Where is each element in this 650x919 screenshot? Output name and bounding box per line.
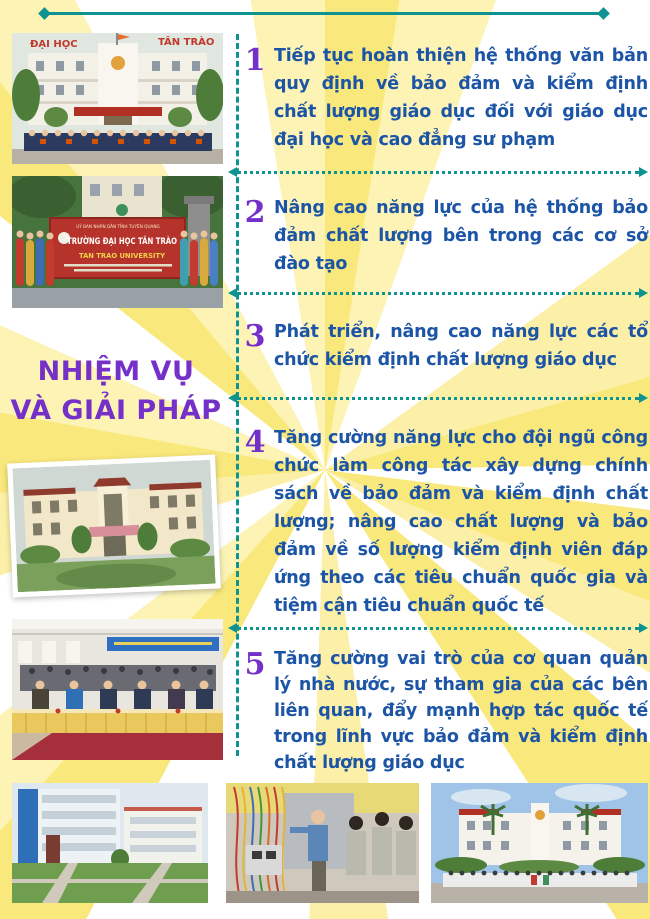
- photo2-sign-sub-text: TAN TRAO UNIVERSITY: [79, 252, 166, 260]
- divider-1: [228, 166, 648, 178]
- item-1-text: Tiếp tục hoàn thiện hệ thống văn bản quy định về bảo đảm và kiểm định chất lượng giáo dục đối với giáo dục đại học và cao đẳng sư phạm: [274, 46, 648, 150]
- diamond-left-icon: [38, 7, 51, 20]
- photo-campus-lawn: [12, 783, 208, 903]
- item-5-text: Tăng cường vai trò của cơ quan quản lý nhà nước, sự tham gia của các bên liên quan, đẩy mạnh hợp tác quốc tế trong lĩnh vực bảo đảm và kiểm định chất lượng giáo dục: [274, 649, 648, 773]
- divider-2: [228, 287, 648, 299]
- arrow-left-icon: [228, 167, 237, 177]
- task-item-5: [244, 646, 648, 776]
- photo-graduation-ceremony: [12, 33, 223, 164]
- photo2-sign-main-text: TRƯỜNG ĐẠI HỌC TÂN TRÀO: [67, 237, 211, 247]
- diamond-right-icon: [597, 7, 610, 20]
- task-item-2: [244, 194, 648, 278]
- task-item-4: [244, 424, 648, 620]
- item-4-number: 4: [244, 425, 266, 460]
- photo-aodai-university-sign: [12, 176, 223, 308]
- arrow-left-icon: [228, 288, 237, 298]
- photo-student-group: [431, 783, 648, 903]
- dotted-line: [237, 171, 639, 174]
- photo-campus-building: [7, 455, 221, 598]
- arrow-right-icon: [639, 393, 648, 403]
- item-3-text: Phát triển, nâng cao năng lực các tổ chức kiểm định chất lượng giáo dục: [274, 322, 648, 370]
- photo-electrical-lab: [226, 783, 419, 903]
- arrow-right-icon: [639, 623, 648, 633]
- arrow-left-icon: [228, 623, 237, 633]
- item-5-number: 5: [244, 647, 266, 682]
- item-4-text: Tăng cường năng lực cho đội ngũ công chức làm công tác xây dựng chính sách về bảo đảm và kiểm định chất lượng; nâng cao chất lượng và bảo đảm về số lượng kiểm định viên đáp ứng theo các tiêu chuẩn quốc gia và tiệm cận tiêu chuẩn quốc tế: [274, 428, 648, 616]
- top-divider-line: [40, 9, 608, 18]
- dotted-line: [237, 397, 639, 400]
- page-title-line2: VÀ GIẢI PHÁP: [10, 395, 222, 427]
- arrow-right-icon: [639, 167, 648, 177]
- divider-4: [228, 622, 648, 634]
- item-2-text: Nâng cao năng lực của hệ thống bảo đảm chất lượng bên trong các cơ sở đào tạo: [274, 198, 648, 274]
- item-1-number: 1: [244, 43, 266, 78]
- task-item-1: [244, 42, 648, 154]
- arrow-right-icon: [639, 288, 648, 298]
- top-line-bar: [49, 12, 599, 15]
- page-title-line1: NHIỆM VỤ: [37, 356, 195, 387]
- item-2-number: 2: [244, 195, 266, 230]
- task-item-3: [244, 318, 648, 374]
- page-title: [0, 352, 232, 430]
- photo-conference-hall: [12, 619, 223, 760]
- dotted-line: [237, 627, 639, 630]
- arrow-left-icon: [228, 393, 237, 403]
- photo1-sign-left-text: ĐẠI HỌC: [30, 39, 78, 50]
- photo2-sign-top-text: UỶ BAN NHÂN DÂN TỈNH TUYÊN QUANG: [76, 224, 160, 229]
- photo1-sign-right-text: TÂN TRÀO: [158, 37, 215, 48]
- dotted-line: [237, 292, 639, 295]
- divider-3: [228, 392, 648, 404]
- item-3-number: 3: [244, 319, 266, 354]
